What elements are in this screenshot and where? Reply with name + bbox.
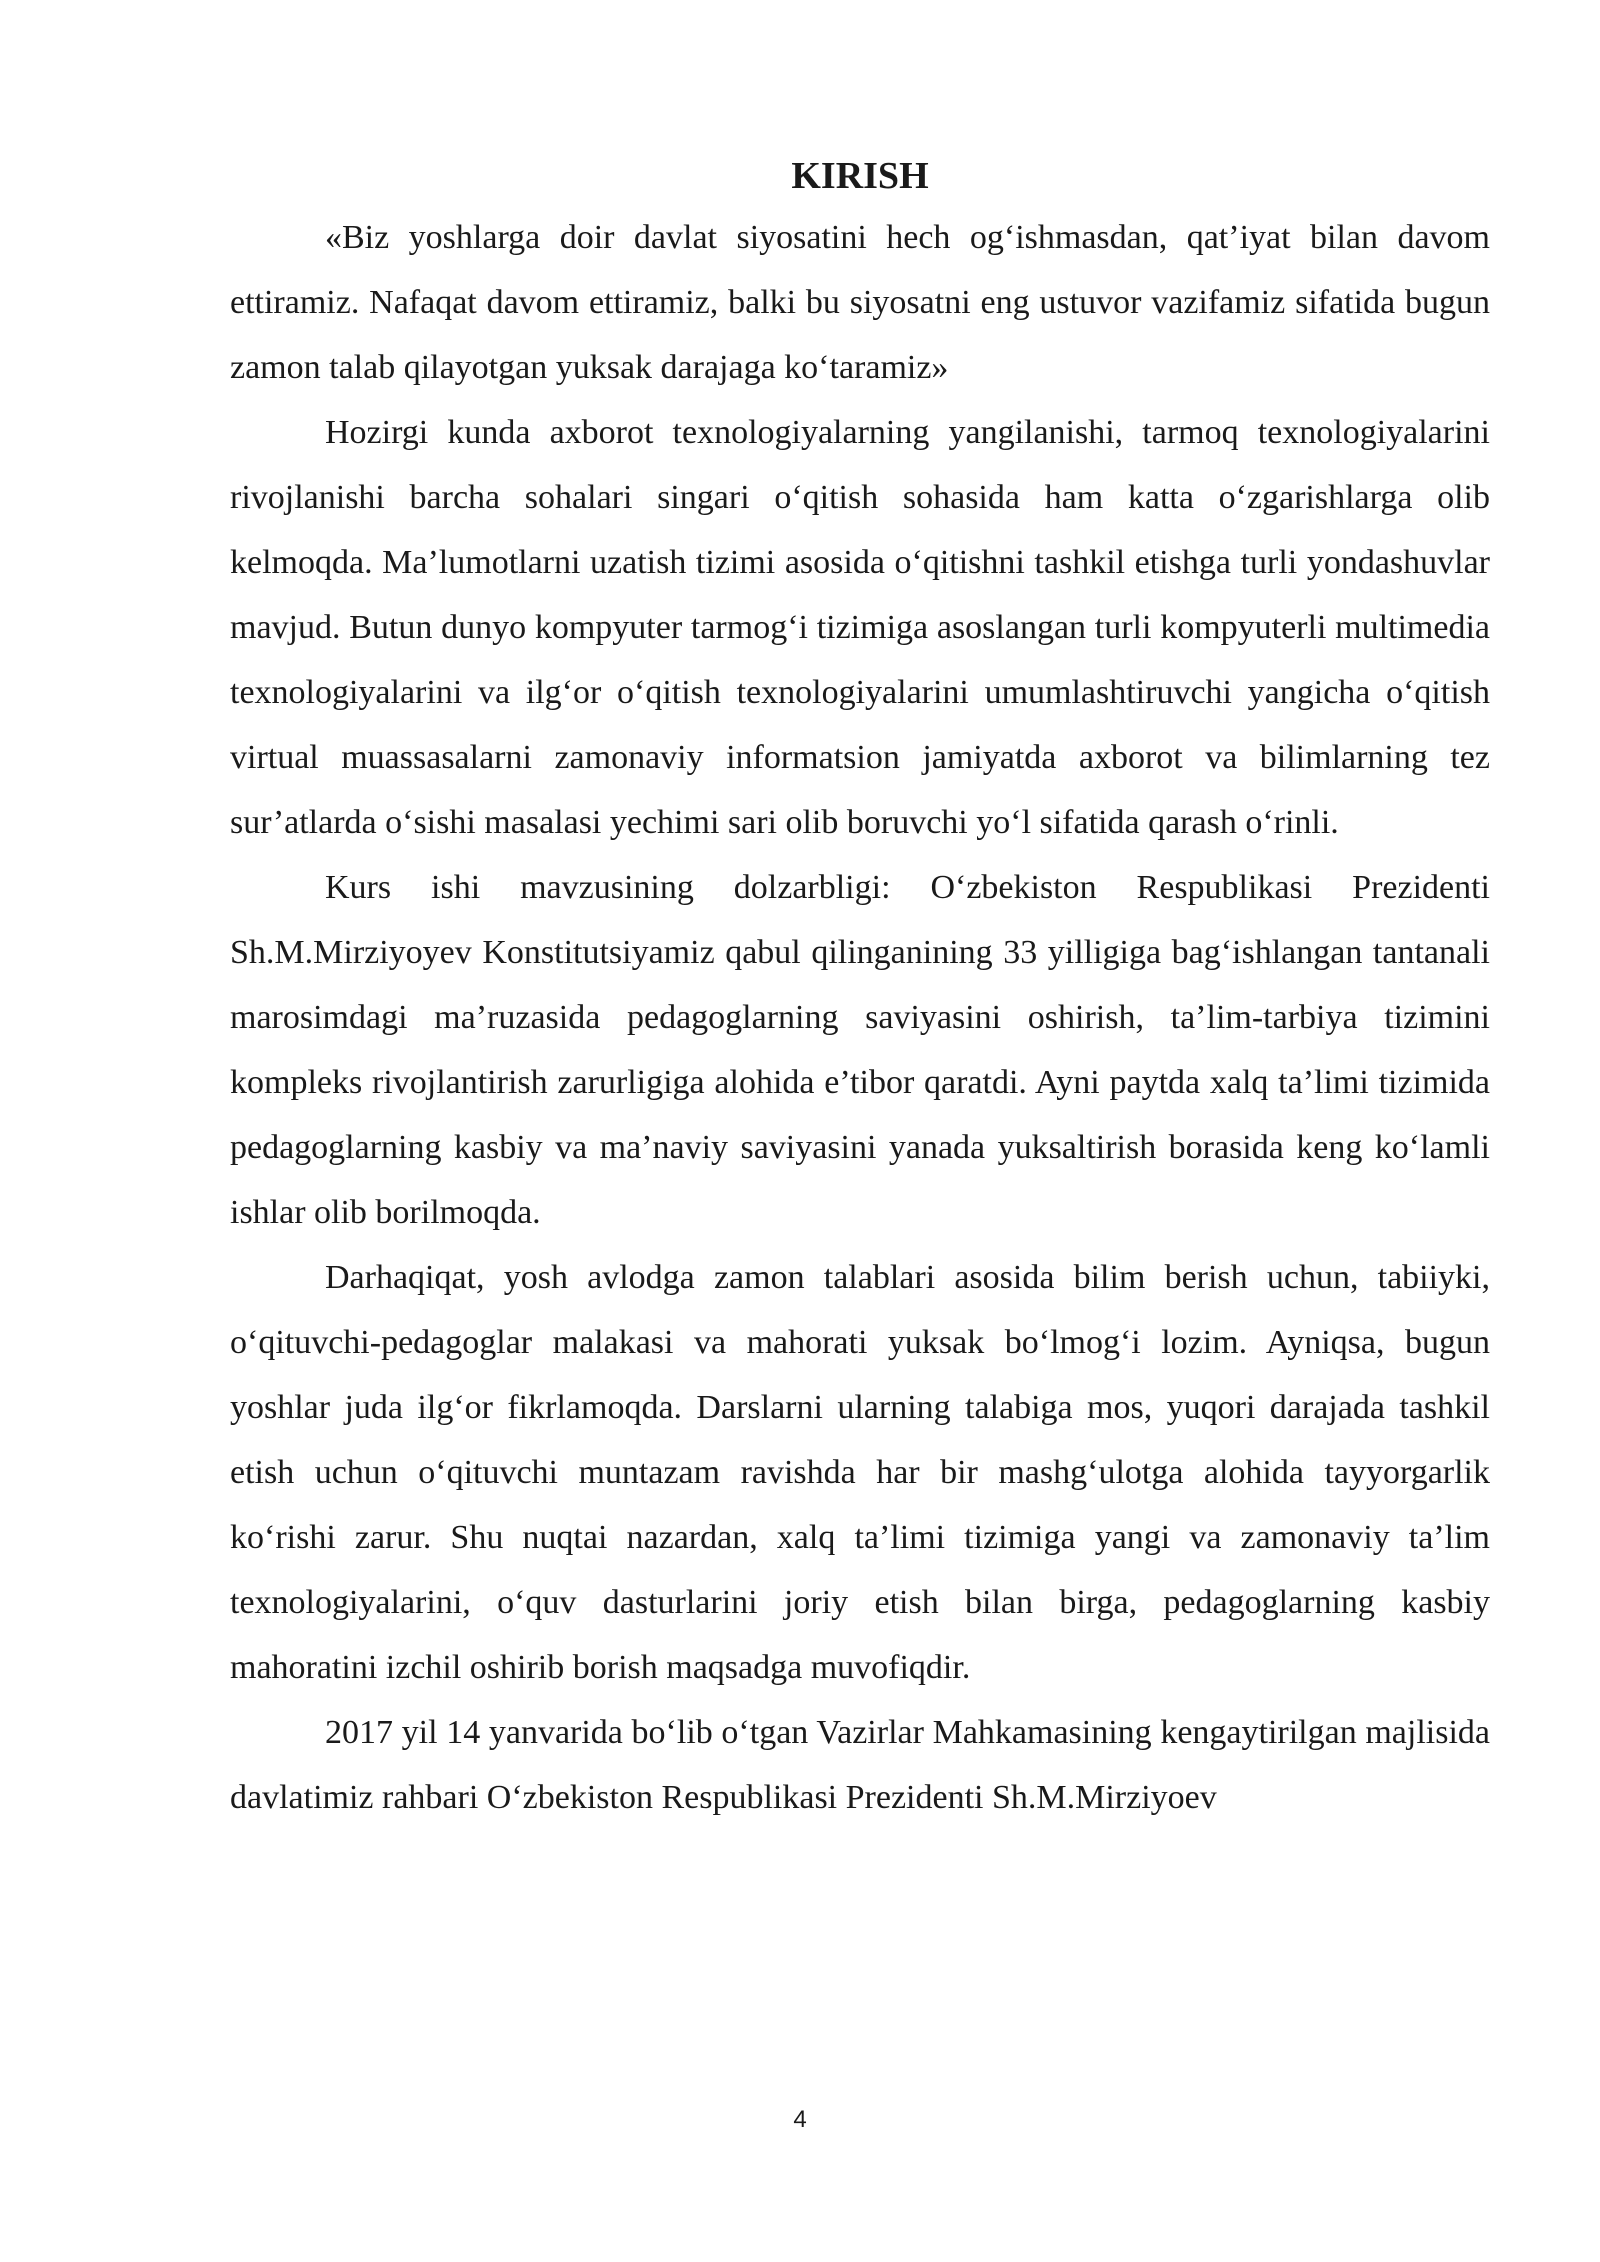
page-body <box>230 148 1490 1830</box>
section-title: KIRISH <box>791 155 929 197</box>
page-number: 4 <box>793 2106 807 2133</box>
paragraph-relevance: Kurs ishi mavzusining dolzarbligi: O‘zbekiston Respublikasi Prezidenti Sh.M.Mirziyoyev Konstitutsiyamiz qabul qilinganining 33 yilligiga bag‘ishlangan tantanali marosimdagi ma’ruzasida pedagoglarning saviyasini oshirish, ta’lim-tarbiya tizimini kompleks rivojlantirish zarurligiga alohida e’tibor qaratdi. Ayni paytda xalq ta’limi tizimida pedagoglarning kasbiy va ma’naviy saviyasini yanada yuksaltirish borasida keng ko‘lamli ishlar olib borilmoqda. <box>230 869 1490 1231</box>
paragraph-quote: «Biz yoshlarga doir davlat siyosatini hech og‘ishmasdan, qat’iyat bilan davom ettiramiz. Nafaqat davom ettiramiz, balki bu siyosatni eng ustuvor vazifamiz sifatida bugun zamon talab qilayotgan yuksak darajaga ko‘taramiz» <box>230 219 1490 386</box>
paragraph-teachers: Darhaqiqat, yosh avlodga zamon talablari asosida bilim berish uchun, tabiiyki, o‘qituvchi-pedagoglar malakasi va mahorati yuksak bo‘lmog‘i lozim. Ayniqsa, bugun yoshlar juda ilg‘or fikrlamoqda. Darslarni ularning talabiga mos, yuqori darajada tashkil etish uchun o‘qituvchi muntazam ravishda har bir mashg‘ulotga alohida tayyorgarlik ko‘rishi zarur. Shu nuqtai nazardan, xalq ta’limi tizimiga yangi va zamonaviy ta’lim texnologiyalarini, o‘quv dasturlarini joriy etish bilan birga, pedagoglarning kasbiy mahoratini izchil oshirib borish maqsadga muvofiqdir. <box>230 1259 1490 1686</box>
paragraph-meeting: 2017 yil 14 yanvarida bo‘lib o‘tgan Vazirlar Mahkamasining kengaytirilgan majlisida davlatimiz rahbari O‘zbekiston Respublikasi Prezidenti Sh.M.Mirziyoev <box>230 1714 1490 1816</box>
paragraph-technology: Hozirgi kunda axborot texnologiyalarning yangilanishi, tarmoq texnologiyalarini rivojlanishi barcha sohalari singari o‘qitish sohasida ham katta o‘zgarishlarga olib kelmoqda. Ma’lumotlarni uzatish tizimi asosida o‘qitishni tashkil etishga turli yondashuvlar mavjud. Butun dunyo kompyuter tarmog‘i tizimiga asoslangan turli kompyuterli multimedia texnologiyalarini va ilg‘or o‘qitish texnologiyalarini umumlashtiruvchi yangicha o‘qitish virtual muassasalarni zamonaviy informatsion jamiyatda axborot va bilimlarning tez sur’atlarda o‘sishi masalasi yechimi sari olib boruvchi yo‘l sifatida qarash o‘rinli. <box>230 414 1490 841</box>
